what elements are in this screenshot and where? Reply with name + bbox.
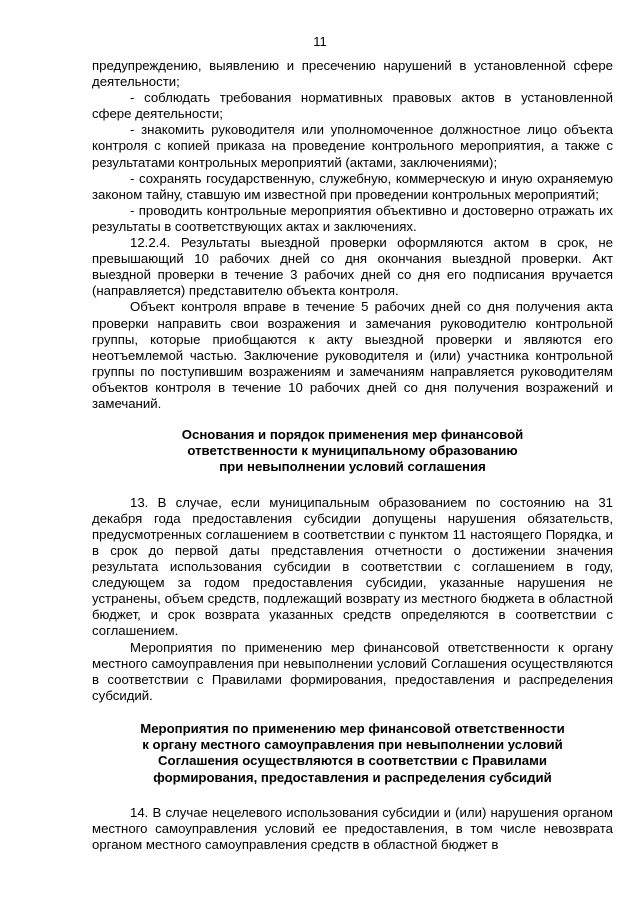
heading-line: формирования, предоставления и распределения субсидий xyxy=(153,769,552,785)
list-item: - сохранять государственную, служебную, коммерческую и иную охраняемую законом тайну, ставшую им известной при проведении контрольных мероприятий; xyxy=(92,170,613,202)
page-number: 11 xyxy=(313,34,327,49)
section-heading xyxy=(92,721,613,786)
document-body xyxy=(92,58,613,853)
paragraph: 12.2.4. Результаты выездной проверки оформляются актом в срок, не превышающий 10 рабочих дней со дня окончания выездной проверки. Акт выездной проверки в течение 3 рабочих дней со дня его подписания вручается (направляется) представителю объекта контроля. xyxy=(92,235,613,299)
paragraph: Мероприятия по применению мер финансовой ответственности к органу местного самоуправления при невыполнении условий Соглашения осуществляются в соответствии с Правилами формирования, предоставления и распределения субсидий. xyxy=(92,639,613,703)
list-item: - проводить контрольные мероприятия объективно и достоверно отражать их результаты в соответствующих актах и заключениях. xyxy=(92,202,613,234)
heading-line: к органу местного самоуправления при невыполнении условий xyxy=(142,737,563,753)
paragraph: 14. В случае нецелевого использования субсидии и (или) нарушения органом местного самоуправления условий ее предоставления, в том числе невозврата органом местного самоуправления средств в областной бюджет в xyxy=(92,804,613,852)
paragraph: Объект контроля вправе в течение 5 рабочих дней со дня получения акта проверки направить свои возражения и замечания руководителю контрольной группы, которые приобщаются к акту выездной проверки и являются его неотъемлемой частью. Заключение руководителя и (или) участника контрольной группы по поступившим возражениям и замечаниям направляется руководителям объектов контроля в течение 10 рабочих дней со дня получения возражений и замечаний. xyxy=(92,299,613,411)
heading-line: Основания и порядок применения мер финансовой xyxy=(181,427,524,443)
heading-line: Соглашения осуществляются в соответствии с Правилами xyxy=(158,753,547,769)
heading-line: Мероприятия по применению мер финансовой ответственности xyxy=(140,720,565,736)
paragraph: предупреждению, выявлению и пресечению нарушений в установленной сфере деятельности; xyxy=(92,58,613,90)
section-heading xyxy=(92,427,613,476)
heading-line: ответственности к муниципальному образованию xyxy=(187,443,518,459)
heading-line: при невыполнении условий соглашения xyxy=(219,459,486,475)
paragraph: 13. В случае, если муниципальным образованием по состоянию на 31 декабря года предоставления субсидии допущены нарушения обязательств, предусмотренных соглашением в соответствии с пунктом 11 настоящего Порядка, и в срок до первой даты представления отчетности о достижении значения результата использования субсидии в соответствии с соглашением в году, следующем за годом предоставления субсидии, указанные нарушения не устранены, объем средств, подлежащий возврату из местного бюджета в областной бюджет, и срок возврата указанных средств определяются в соответствии с соглашением. xyxy=(92,494,613,639)
list-item: - соблюдать требования нормативных правовых актов в установленной сфере деятельности; xyxy=(92,90,613,122)
list-item: - знакомить руководителя или уполномоченное должностное лицо объекта контроля с копией приказа на проведение контрольного мероприятия, а также с результатами контрольных мероприятий (актами, заключениями); xyxy=(92,122,613,170)
